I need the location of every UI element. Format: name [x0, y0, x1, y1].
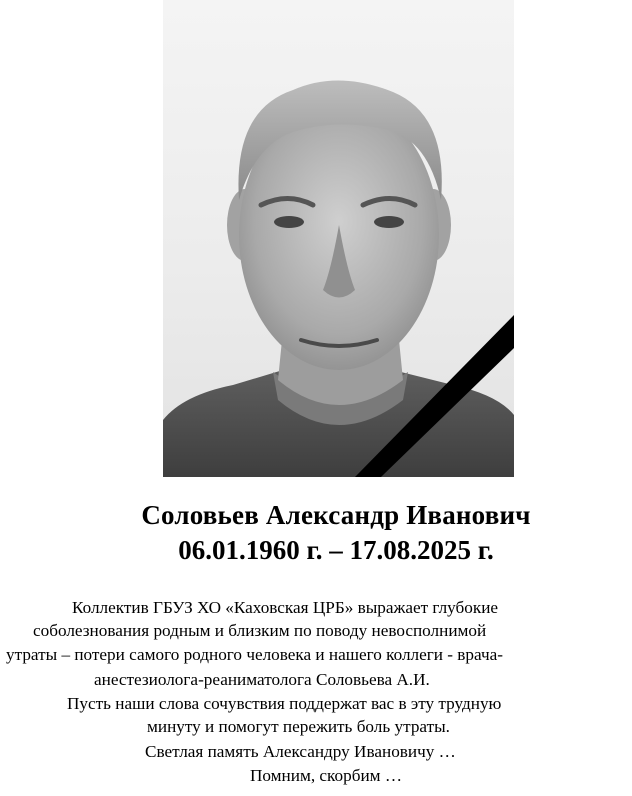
condolence-line-7: Светлая память Александру Ивановичу … — [145, 742, 456, 761]
life-dates: 06.01.1960 г. – 17.08.2025 г. — [178, 535, 494, 565]
condolence-line-6: минуту и помогут пережить боль утраты. — [147, 717, 450, 736]
condolence-line-1: Коллектив ГБУЗ ХО «Каховская ЦРБ» выражает глубокие — [72, 598, 499, 617]
portrait-photo — [163, 0, 514, 477]
deceased-name: Соловьев Александр Иванович — [141, 500, 531, 530]
condolence-line-5: Пусть наши слова сочувствия поддержат вас в эту трудную — [67, 694, 502, 713]
condolence-line-2: соболезнования родным и близким по поводу невосполнимой — [33, 621, 487, 640]
portrait-illustration — [163, 0, 514, 477]
condolence-line-8: Помним, скорбим … — [250, 766, 403, 785]
condolence-line-4: анестезиолога-реаниматолога Соловьева А.И. — [94, 670, 430, 689]
condolence-line-3: утраты – потери самого родного человека и нашего коллеги - врача- — [6, 645, 503, 664]
